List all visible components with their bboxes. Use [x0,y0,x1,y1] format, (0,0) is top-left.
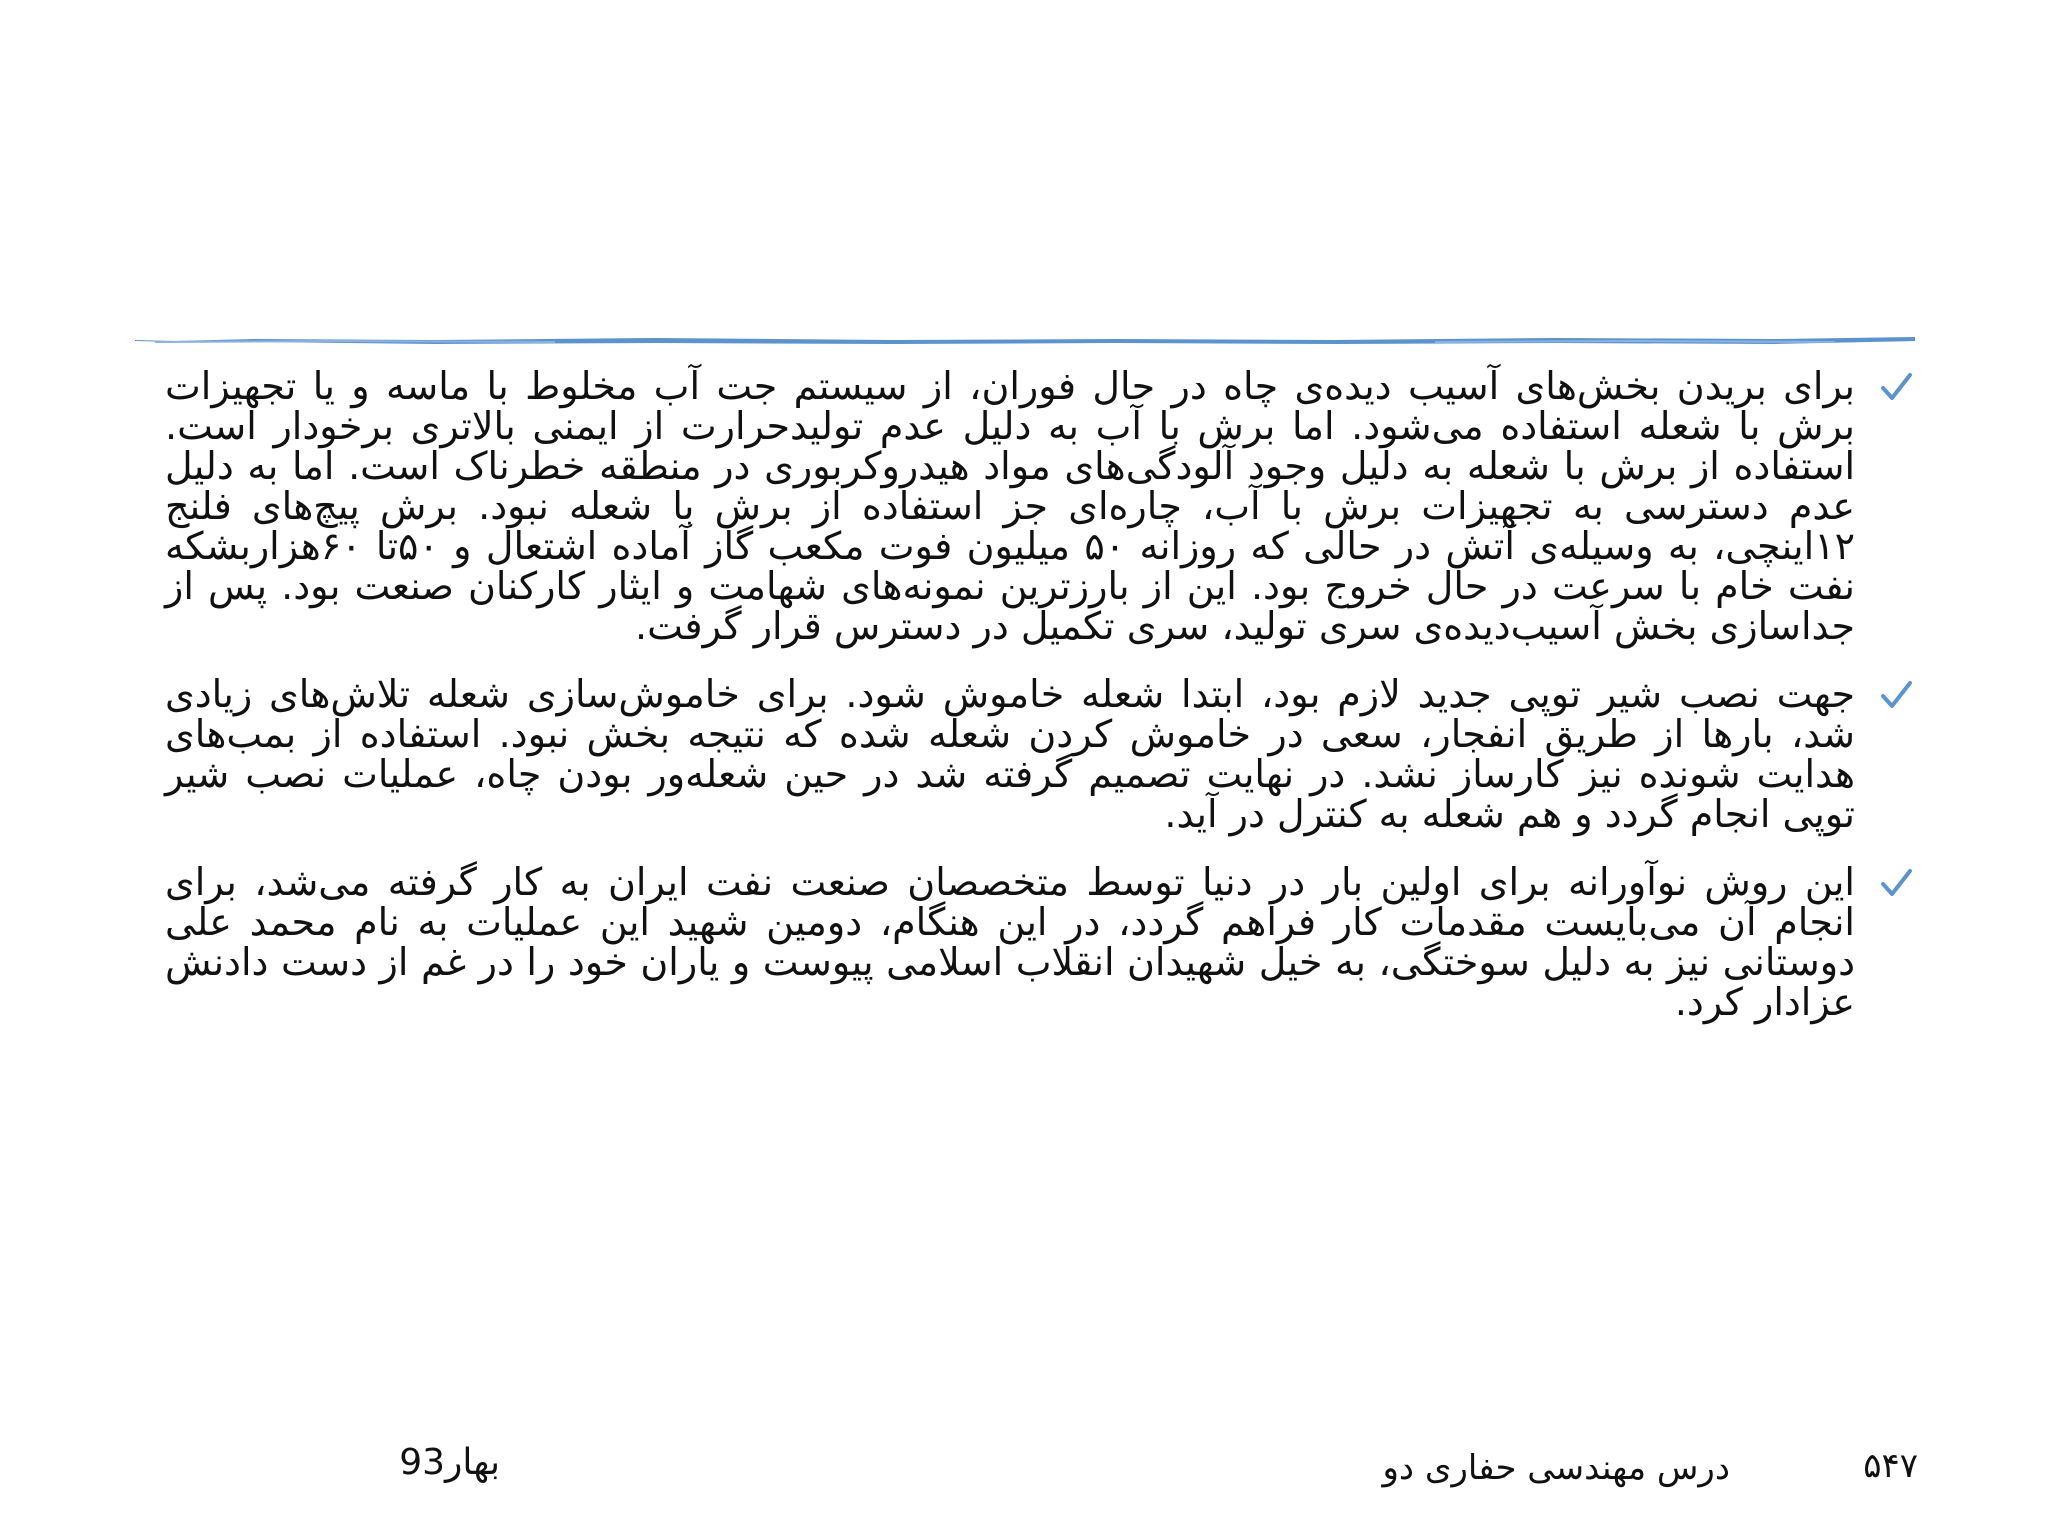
page-number: ۵۴۷ [1863,1446,1918,1486]
checkmark-icon [1879,866,1913,900]
bullet-text: برای بریدن بخش‌های آسیب دیده‌ی چاه در حال فوران، از سیستم جت آب مخلوط با ماسه و یا تجهیزات برش با شعله استفاده می‌شود. اما برش با آب به دلیل عدم تولیدحرارت از ایمنی بالاتری برخودار است. استفاده از برش با شعله به دلیل وجود آلودگی‌های مواد هیدروکربوری در منطقه خطرناک است. اما به دلیل عدم دسترسی به تجهیزات برش با آب، چاره‌ای جز استفاده از برش با شعله نبود. برش پیچ‌های فلنج ۱۲اینچی، به وسیله‌ی آتش در حالی که روزانه ۵۰ میلیون فوت مکعب گاز آماده اشتعال و ۵۰تا ۶۰هزاربشکه نفت خام با سرعت در حال خروج بود. این از بارزترین نمونه‌های شهامت و ایثار کارکنان صنعت بود. پس از جداسازی بخش آسیب‌دیده‌ی سری تولید، سری تکمیل در دسترس قرار گرفت. [165,364,1856,648]
bullet-item [165,674,1855,834]
bullet-text: جهت نصب شیر توپی جدید لازم بود، ابتدا شعله خاموش شود. برای خاموش‌سازی شعله تلاش‌های زیادی شد، بارها از طریق انفجار، سعی در خاموش کردن شعله شده که نتیجه بخش نبود. استفاده از بمب‌های هدایت شونده نیز کارساز نشد. در نهایت تصمیم گرفته شد در حین شعله‌ور بودن چاه، عملیات نصب شیر توپی انجام گردد و هم شعله به کنترل در آید. [165,672,1855,836]
semester-label: بهار93 [399,1442,500,1483]
slide-content [165,366,1855,1050]
checkmark-icon [1879,678,1913,712]
course-title: درس مهندسی حفاری دو [1382,1448,1730,1488]
bullet-text: این روش نوآورانه برای اولین بار در دنیا توسط متخصصان صنعت نفت ایران به کار گرفته می‌شد، برای انجام آن می‌بایست مقدمات کار فراهم گردد، در این هنگام، دومین شهید این عملیات به نام محمد علی دوستانی نیز به دلیل سوختگی، به خیل شهیدان انقلاب اسلامی پیوست و یاران خود را در غم از دست دادنش عزادار کرد. [165,860,1855,1024]
checkmark-icon [1879,370,1913,404]
bullet-item [165,862,1855,1022]
bullet-item [165,366,1855,646]
decorative-rule [135,332,1915,348]
